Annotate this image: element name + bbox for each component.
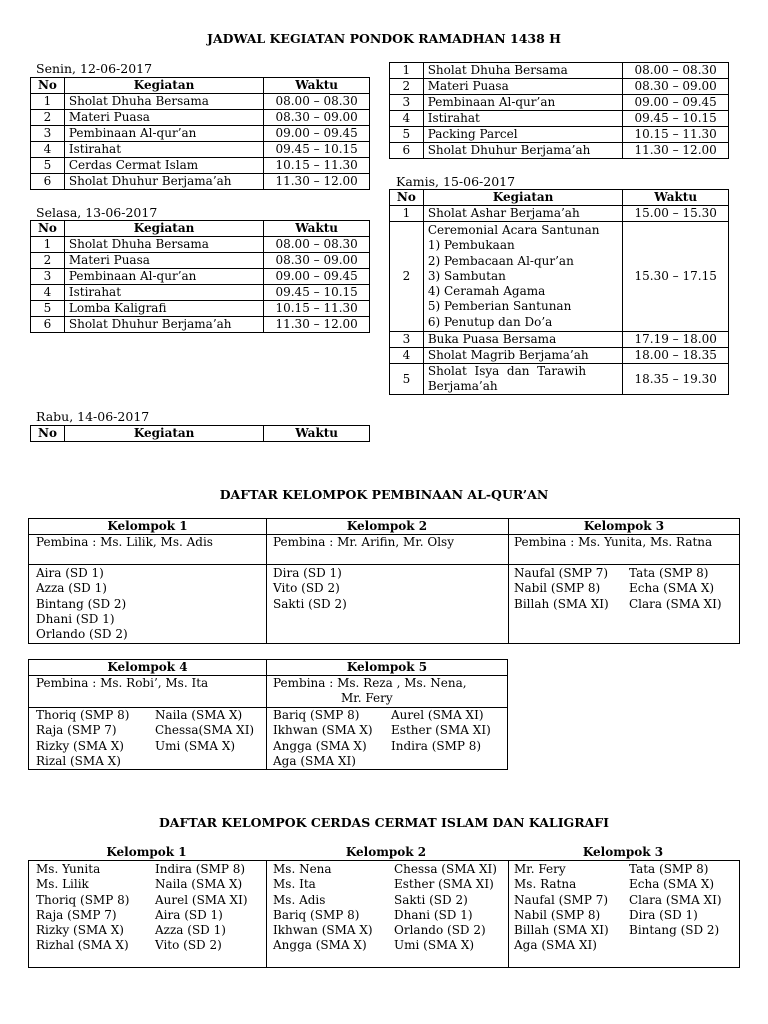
list-item: Vito (SD 2) bbox=[273, 581, 340, 596]
table-row bbox=[390, 222, 729, 332]
table-row bbox=[390, 111, 729, 127]
cell-no: 1 bbox=[31, 94, 65, 110]
list-item: Dhani (SD 1) bbox=[394, 907, 473, 922]
col-no: No bbox=[31, 221, 65, 237]
table-row bbox=[390, 143, 729, 159]
list-item: Ms. Ratna bbox=[514, 877, 577, 892]
cell-waktu: 11.30 – 12.00 bbox=[623, 143, 729, 159]
list-item: Sakti (SD 2) bbox=[394, 892, 468, 907]
list-item: Echa (SMA X) bbox=[629, 581, 715, 596]
list-item: Aurel (SMA XI) bbox=[155, 892, 248, 907]
col-waktu: Waktu bbox=[264, 426, 370, 442]
cell-no: 5 bbox=[390, 127, 424, 143]
list-item: Bariq (SMP 8) bbox=[273, 907, 360, 922]
quran-groups-row1 bbox=[28, 518, 740, 644]
list-item: Azza (SD 1) bbox=[36, 581, 107, 596]
cell-kegiatan: Istirahat bbox=[423, 111, 623, 127]
cci-k3-col-a bbox=[514, 862, 609, 954]
table-row bbox=[31, 317, 370, 333]
list-item: Indira (SMP 8) bbox=[391, 738, 482, 753]
list-item: Nabil (SMP 8) bbox=[514, 581, 601, 596]
table-row bbox=[31, 158, 370, 174]
cell-no: 3 bbox=[390, 95, 424, 111]
kelompok-1-members bbox=[36, 566, 128, 642]
cell-kegiatan: Cerdas Cermat Islam bbox=[64, 158, 263, 174]
list-item: Orlando (SD 2) bbox=[36, 627, 128, 642]
list-item: Ms. Nena bbox=[273, 862, 332, 876]
cell-waktu: 08.00 – 08.30 bbox=[623, 63, 729, 79]
list-item: Vito (SD 2) bbox=[155, 938, 222, 953]
cci-k2-col-b bbox=[394, 862, 497, 954]
cell-waktu: 11.30 – 12.00 bbox=[264, 174, 370, 190]
table-row bbox=[390, 364, 729, 395]
cell-kegiatan: Materi Puasa bbox=[64, 110, 263, 126]
kelompok-3-pembina: Pembina : Ms. Yunita, Ms. Ratna bbox=[514, 535, 713, 549]
cell-kegiatan: Pembinaan Al-qur’an bbox=[64, 269, 263, 285]
quran-section-title: DAFTAR KELOMPOK PEMBINAAN AL-QUR’AN bbox=[219, 487, 549, 502]
list-item: Angga (SMA X) bbox=[273, 938, 367, 953]
list-item: Aira (SD 1) bbox=[155, 907, 223, 922]
cci-groups bbox=[28, 860, 740, 968]
kelompok-5-members-a bbox=[273, 708, 373, 769]
table-header-row bbox=[390, 190, 729, 206]
senin-table bbox=[30, 77, 370, 190]
cell-waktu: 09.00 – 09.45 bbox=[623, 95, 729, 111]
list-item: Aira (SD 1) bbox=[36, 566, 104, 580]
cell-no: 3 bbox=[31, 126, 65, 142]
rabu-table-header bbox=[30, 425, 370, 442]
cell-no: 5 bbox=[31, 301, 65, 317]
list-item: Esther (SMA XI) bbox=[391, 723, 491, 738]
col-kegiatan: Kegiatan bbox=[64, 78, 263, 94]
list-item: Tata (SMP 8) bbox=[629, 862, 709, 876]
list-item: Naila (SMA X) bbox=[155, 877, 243, 892]
list-item: Ms. Yunita bbox=[36, 862, 101, 876]
table-row bbox=[390, 79, 729, 95]
list-item: Rizky (SMA X) bbox=[36, 923, 124, 938]
list-item: Umi (SMA X) bbox=[394, 938, 475, 953]
kamis-label: Kamis, 15-06-2017 bbox=[396, 174, 516, 189]
kelompok-3-members-b bbox=[629, 566, 722, 612]
cci-section-title: DAFTAR KELOMPOK CERDAS CERMAT ISLAM DAN KALIGRAFI bbox=[158, 815, 610, 830]
table-header-row bbox=[31, 426, 370, 442]
senin-label: Senin, 12-06-2017 bbox=[36, 61, 153, 76]
kelompok-5-heading: Kelompok 5 bbox=[346, 660, 428, 674]
rabu-table bbox=[389, 62, 729, 159]
cell-waktu: 10.15 – 11.30 bbox=[264, 158, 370, 174]
cell-waktu: 10.15 – 11.30 bbox=[623, 127, 729, 143]
list-item: Chessa(SMA XI) bbox=[155, 723, 255, 738]
list-item: Aurel (SMA XI) bbox=[391, 708, 484, 722]
kelompok-5-pembina-cont: Mr. Fery bbox=[341, 691, 393, 705]
list-item: Dhani (SD 1) bbox=[36, 611, 115, 626]
cci-k1-col-a bbox=[36, 862, 129, 954]
list-item: Bariq (SMP 8) bbox=[273, 708, 360, 722]
cell-no: 2 bbox=[390, 79, 424, 95]
col-kegiatan: Kegiatan bbox=[423, 190, 623, 206]
cell-waktu: 08.30 – 09.00 bbox=[264, 253, 370, 269]
kelompok-4-members-b bbox=[155, 708, 254, 754]
kelompok-5-pembina: Pembina : Ms. Reza , Ms. Nena, bbox=[273, 676, 467, 690]
kegiatan-line-1: Sholat Isya dan Tarawih bbox=[427, 364, 587, 379]
cell-no: 1 bbox=[390, 63, 424, 79]
list-item: Naufal (SMP 7) bbox=[514, 892, 609, 907]
list-item: Ms. Adis bbox=[273, 892, 326, 907]
cell-waktu: 09.00 – 09.45 bbox=[264, 126, 370, 142]
cell-waktu: 15.30 – 17.15 bbox=[623, 222, 729, 332]
list-item: Rizal (SMA X) bbox=[36, 753, 121, 768]
cell-kegiatan: Istirahat bbox=[64, 142, 263, 158]
col-no: No bbox=[31, 78, 65, 94]
cell-no: 2 bbox=[390, 222, 424, 332]
table-header-row bbox=[31, 78, 370, 94]
cell-no: 5 bbox=[31, 158, 65, 174]
kelompok-4-members-a bbox=[36, 708, 129, 769]
list-item: Clara (SMA XI) bbox=[629, 596, 722, 611]
kelompok-1-heading: Kelompok 1 bbox=[107, 519, 188, 533]
list-item: Billah (SMA XI) bbox=[514, 923, 609, 938]
col-waktu: Waktu bbox=[264, 78, 370, 94]
list-item: Chessa (SMA XI) bbox=[394, 862, 497, 876]
cell-kegiatan: Sholat Ashar Berjama’ah bbox=[423, 206, 623, 222]
cell-kegiatan: Sholat Dhuhur Berjama’ah bbox=[423, 143, 623, 159]
cell-no: 6 bbox=[390, 143, 424, 159]
list-item: Nabil (SMP 8) bbox=[514, 907, 601, 922]
cell-waktu: 08.00 – 08.30 bbox=[264, 237, 370, 253]
list-item: 6) Penutup dan Do’a bbox=[427, 314, 553, 329]
col-waktu: Waktu bbox=[623, 190, 729, 206]
list-item: Azza (SD 1) bbox=[155, 923, 226, 938]
table-row bbox=[31, 94, 370, 110]
ceremonial-list bbox=[428, 238, 619, 330]
cell-kegiatan: Pembinaan Al-qur’an bbox=[423, 95, 623, 111]
list-item: Ms. Ita bbox=[273, 877, 316, 892]
cci-k1-col-b bbox=[155, 862, 248, 954]
cell-no: 3 bbox=[31, 269, 65, 285]
cell-waktu: 08.30 – 09.00 bbox=[623, 79, 729, 95]
kelompok-1-pembina: Pembina : Ms. Lilik, Ms. Adis bbox=[36, 535, 213, 549]
selasa-table bbox=[30, 220, 370, 333]
list-item: Esther (SMA XI) bbox=[394, 877, 494, 892]
cell-waktu: 18.35 – 19.30 bbox=[623, 364, 729, 395]
list-item: Thoriq (SMP 8) bbox=[36, 892, 130, 907]
cell-no: 1 bbox=[31, 237, 65, 253]
table-row bbox=[31, 237, 370, 253]
cell-kegiatan-ceremonial bbox=[423, 222, 623, 332]
cell-kegiatan: Materi Puasa bbox=[423, 79, 623, 95]
selasa-label: Selasa, 13-06-2017 bbox=[36, 205, 158, 220]
list-item: Orlando (SD 2) bbox=[394, 923, 486, 938]
list-item: Ikhwan (SMA X) bbox=[273, 923, 373, 938]
table-row bbox=[390, 332, 729, 348]
cci-kelompok-3-heading: Kelompok 3 bbox=[582, 845, 664, 859]
cell-kegiatan: Sholat Dhuha Bersama bbox=[423, 63, 623, 79]
list-item: Rizky (SMA X) bbox=[36, 738, 124, 753]
kamis-table bbox=[389, 189, 729, 395]
table-row bbox=[31, 301, 370, 317]
list-item: Billah (SMA XI) bbox=[514, 596, 609, 611]
cell-kegiatan bbox=[423, 364, 623, 395]
cci-k3-col-b bbox=[629, 862, 722, 938]
col-no: No bbox=[31, 426, 65, 442]
table-row bbox=[31, 110, 370, 126]
list-item: 2) Pembacaan Al-qur’an bbox=[427, 253, 574, 268]
list-item: Dira (SD 1) bbox=[629, 907, 698, 922]
cell-no: 4 bbox=[390, 348, 424, 364]
table-row bbox=[390, 127, 729, 143]
cell-waktu: 09.45 – 10.15 bbox=[264, 285, 370, 301]
cell-waktu: 09.45 – 10.15 bbox=[623, 111, 729, 127]
list-item: Clara (SMA XI) bbox=[629, 892, 722, 907]
table-header-row bbox=[31, 221, 370, 237]
list-item: Sakti (SD 2) bbox=[273, 596, 347, 611]
quran-groups-row2 bbox=[28, 659, 508, 770]
page-title: JADWAL KEGIATAN PONDOK RAMADHAN 1438 H bbox=[207, 31, 561, 46]
table-row bbox=[31, 253, 370, 269]
list-item: Indira (SMP 8) bbox=[155, 862, 246, 876]
kelompok-2-heading: Kelompok 2 bbox=[346, 519, 428, 533]
list-item: 3) Sambutan bbox=[427, 268, 506, 283]
cell-kegiatan: Pembinaan Al-qur’an bbox=[64, 126, 263, 142]
cell-waktu: 08.30 – 09.00 bbox=[264, 110, 370, 126]
col-kegiatan: Kegiatan bbox=[64, 426, 263, 442]
cell-no: 5 bbox=[390, 364, 424, 395]
cell-kegiatan: Packing Parcel bbox=[423, 127, 623, 143]
col-waktu: Waktu bbox=[264, 221, 370, 237]
list-item: Dira (SD 1) bbox=[273, 566, 342, 580]
list-item: 5) Pemberian Santunan bbox=[427, 299, 572, 314]
cell-waktu: 17.19 – 18.00 bbox=[623, 332, 729, 348]
cell-no: 4 bbox=[31, 285, 65, 301]
cell-waktu: 11.30 – 12.00 bbox=[264, 317, 370, 333]
cell-no: 4 bbox=[390, 111, 424, 127]
cell-kegiatan: Materi Puasa bbox=[64, 253, 263, 269]
cell-waktu: 09.45 – 10.15 bbox=[264, 142, 370, 158]
cell-kegiatan: Lomba Kaligrafi bbox=[64, 301, 263, 317]
table-row bbox=[390, 206, 729, 222]
list-item: Rizhal (SMA X) bbox=[36, 938, 129, 953]
cell-waktu: 10.15 – 11.30 bbox=[264, 301, 370, 317]
table-row bbox=[390, 95, 729, 111]
cell-waktu: 18.00 – 18.35 bbox=[623, 348, 729, 364]
kelompok-3-heading: Kelompok 3 bbox=[583, 519, 665, 533]
list-item: Bintang (SD 2) bbox=[36, 596, 127, 611]
list-item: Angga (SMA X) bbox=[273, 738, 367, 753]
list-item: Tata (SMP 8) bbox=[629, 566, 709, 580]
list-item: 4) Ceramah Agama bbox=[427, 284, 546, 299]
ceremonial-title: Ceremonial Acara Santunan bbox=[427, 223, 600, 237]
table-row bbox=[31, 269, 370, 285]
cci-k2-col-a bbox=[273, 862, 373, 954]
cell-no: 6 bbox=[31, 317, 65, 333]
list-item: Naila (SMA X) bbox=[155, 708, 243, 722]
table-row bbox=[31, 126, 370, 142]
cell-kegiatan: Buka Puasa Bersama bbox=[423, 332, 623, 348]
list-item: 1) Pembukaan bbox=[427, 238, 515, 253]
list-item: Raja (SMP 7) bbox=[36, 907, 117, 922]
kelompok-2-members bbox=[273, 566, 347, 612]
kelompok-4-heading: Kelompok 4 bbox=[107, 660, 188, 674]
table-row bbox=[390, 348, 729, 364]
kelompok-4-pembina: Pembina : Ms. Robi’, Ms. Ita bbox=[36, 676, 209, 690]
cell-no: 2 bbox=[31, 253, 65, 269]
list-item: Thoriq (SMP 8) bbox=[36, 708, 130, 722]
kelompok-2-pembina: Pembina : Mr. Arifin, Mr. Olsy bbox=[273, 535, 454, 549]
list-item: Raja (SMP 7) bbox=[36, 723, 117, 738]
cell-waktu: 09.00 – 09.45 bbox=[264, 269, 370, 285]
cell-no: 6 bbox=[31, 174, 65, 190]
cell-kegiatan: Sholat Dhuhur Berjama’ah bbox=[64, 317, 263, 333]
kelompok-5-members-b bbox=[391, 708, 491, 754]
cell-kegiatan: Sholat Dhuha Bersama bbox=[64, 237, 263, 253]
list-item: Bintang (SD 2) bbox=[629, 923, 720, 938]
table-row bbox=[390, 63, 729, 79]
list-item: Aga (SMA XI) bbox=[514, 938, 597, 953]
list-item: Echa (SMA X) bbox=[629, 877, 715, 892]
list-item: Ikhwan (SMA X) bbox=[273, 723, 373, 738]
cell-no: 2 bbox=[31, 110, 65, 126]
col-kegiatan: Kegiatan bbox=[64, 221, 263, 237]
rabu-label: Rabu, 14-06-2017 bbox=[36, 409, 150, 424]
cci-kelompok-2-heading: Kelompok 2 bbox=[345, 845, 427, 859]
table-row bbox=[31, 174, 370, 190]
cell-no: 3 bbox=[390, 332, 424, 348]
cell-kegiatan: Sholat Dhuha Bersama bbox=[64, 94, 263, 110]
cell-kegiatan: Sholat Dhuhur Berjama’ah bbox=[64, 174, 263, 190]
list-item: Mr. Fery bbox=[514, 862, 566, 876]
cell-waktu: 08.00 – 08.30 bbox=[264, 94, 370, 110]
cell-no: 4 bbox=[31, 142, 65, 158]
list-item: Naufal (SMP 7) bbox=[514, 566, 609, 580]
kegiatan-line-2: Berjama’ah bbox=[427, 379, 498, 394]
list-item: Ms. Lilik bbox=[36, 877, 89, 892]
cell-kegiatan: Istirahat bbox=[64, 285, 263, 301]
cell-kegiatan: Sholat Magrib Berjama’ah bbox=[423, 348, 623, 364]
col-no: No bbox=[390, 190, 424, 206]
kelompok-3-members-a bbox=[514, 566, 609, 612]
table-row bbox=[31, 142, 370, 158]
list-item: Umi (SMA X) bbox=[155, 738, 236, 753]
cell-waktu: 15.00 – 15.30 bbox=[623, 206, 729, 222]
cci-kelompok-1-heading: Kelompok 1 bbox=[106, 845, 187, 859]
list-item: Aga (SMA XI) bbox=[273, 753, 356, 768]
cell-no: 1 bbox=[390, 206, 424, 222]
table-row bbox=[31, 285, 370, 301]
